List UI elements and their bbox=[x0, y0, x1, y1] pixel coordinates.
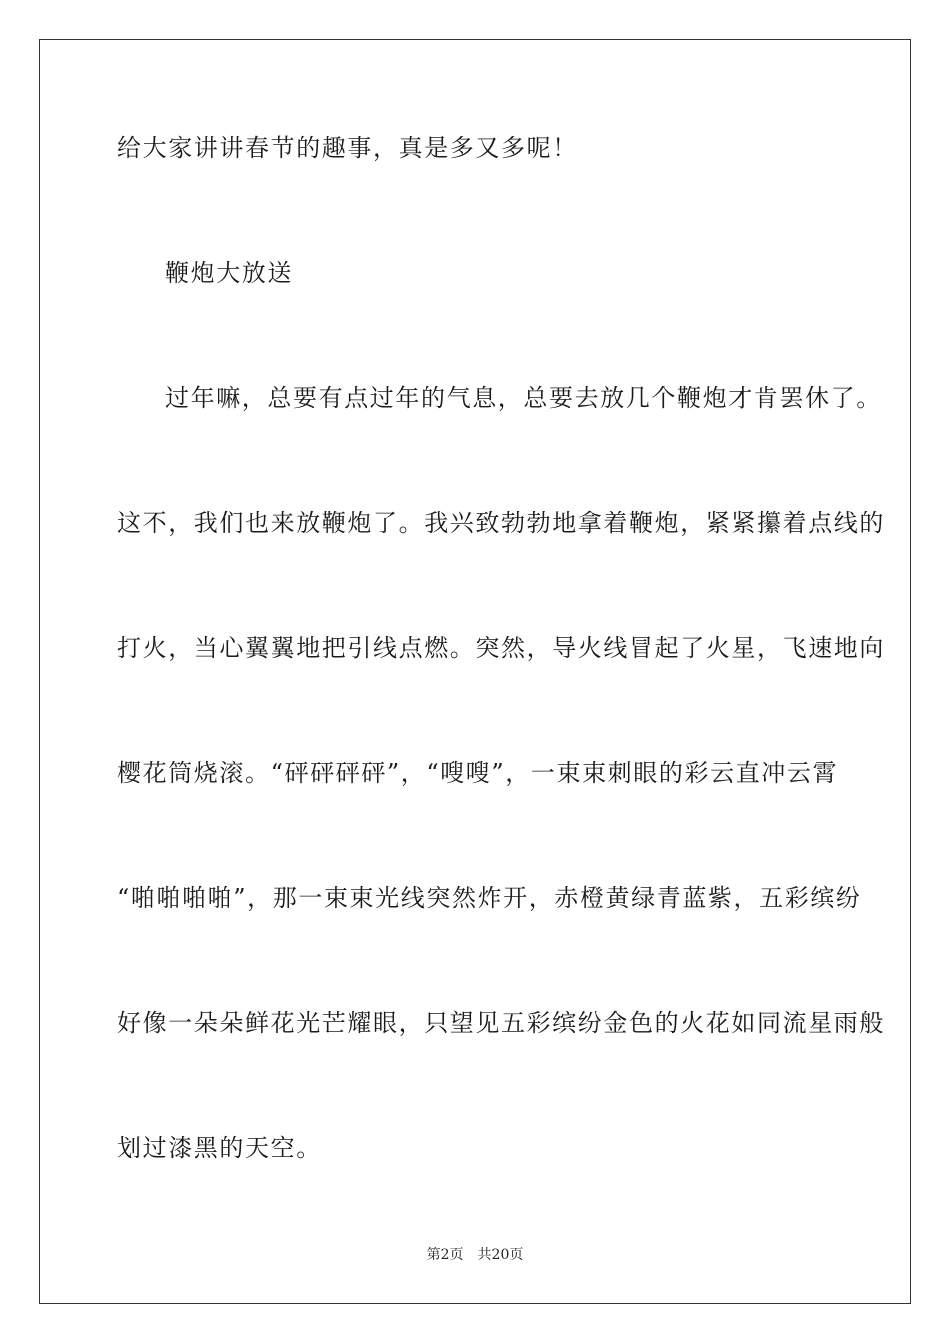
text-line-6: 樱花筒烧滚。“砰砰砰砰”，“嗖嗖”，一束束刺眼的彩云直冲云霄 bbox=[117, 759, 839, 787]
text-line-4: 这不，我们也来放鞭炮了。我兴致勃勃地拿着鞭炮，紧紧攥着点线的 bbox=[117, 509, 885, 537]
page-total: 共20页 bbox=[477, 1247, 524, 1263]
text-line-5: 打火，当心翼翼地把引线点燃。突然，导火线冒起了火星，飞速地向 bbox=[117, 634, 885, 662]
section-heading: 鞭炮大放送 bbox=[165, 259, 293, 287]
text-line-3: 过年嘛，总要有点过年的气息，总要去放几个鞭炮才肯罢休了。 bbox=[165, 384, 882, 412]
text-line-9: 划过漆黑的天空。 bbox=[117, 1134, 322, 1162]
page-footer bbox=[0, 1246, 950, 1264]
page-number: 第2页 bbox=[426, 1247, 464, 1263]
text-line-8: 好像一朵朵鲜花光芒耀眼，只望见五彩缤纷金色的火花如同流星雨般 bbox=[117, 1009, 885, 1037]
page-border bbox=[39, 39, 911, 1304]
text-line-1: 给大家讲讲春节的趣事，真是多又多呢！ bbox=[117, 134, 578, 162]
text-line-7: “啪啪啪啪”，那一束束光线突然炸开，赤橙黄绿青蓝紫，五彩缤纷 bbox=[117, 884, 862, 912]
